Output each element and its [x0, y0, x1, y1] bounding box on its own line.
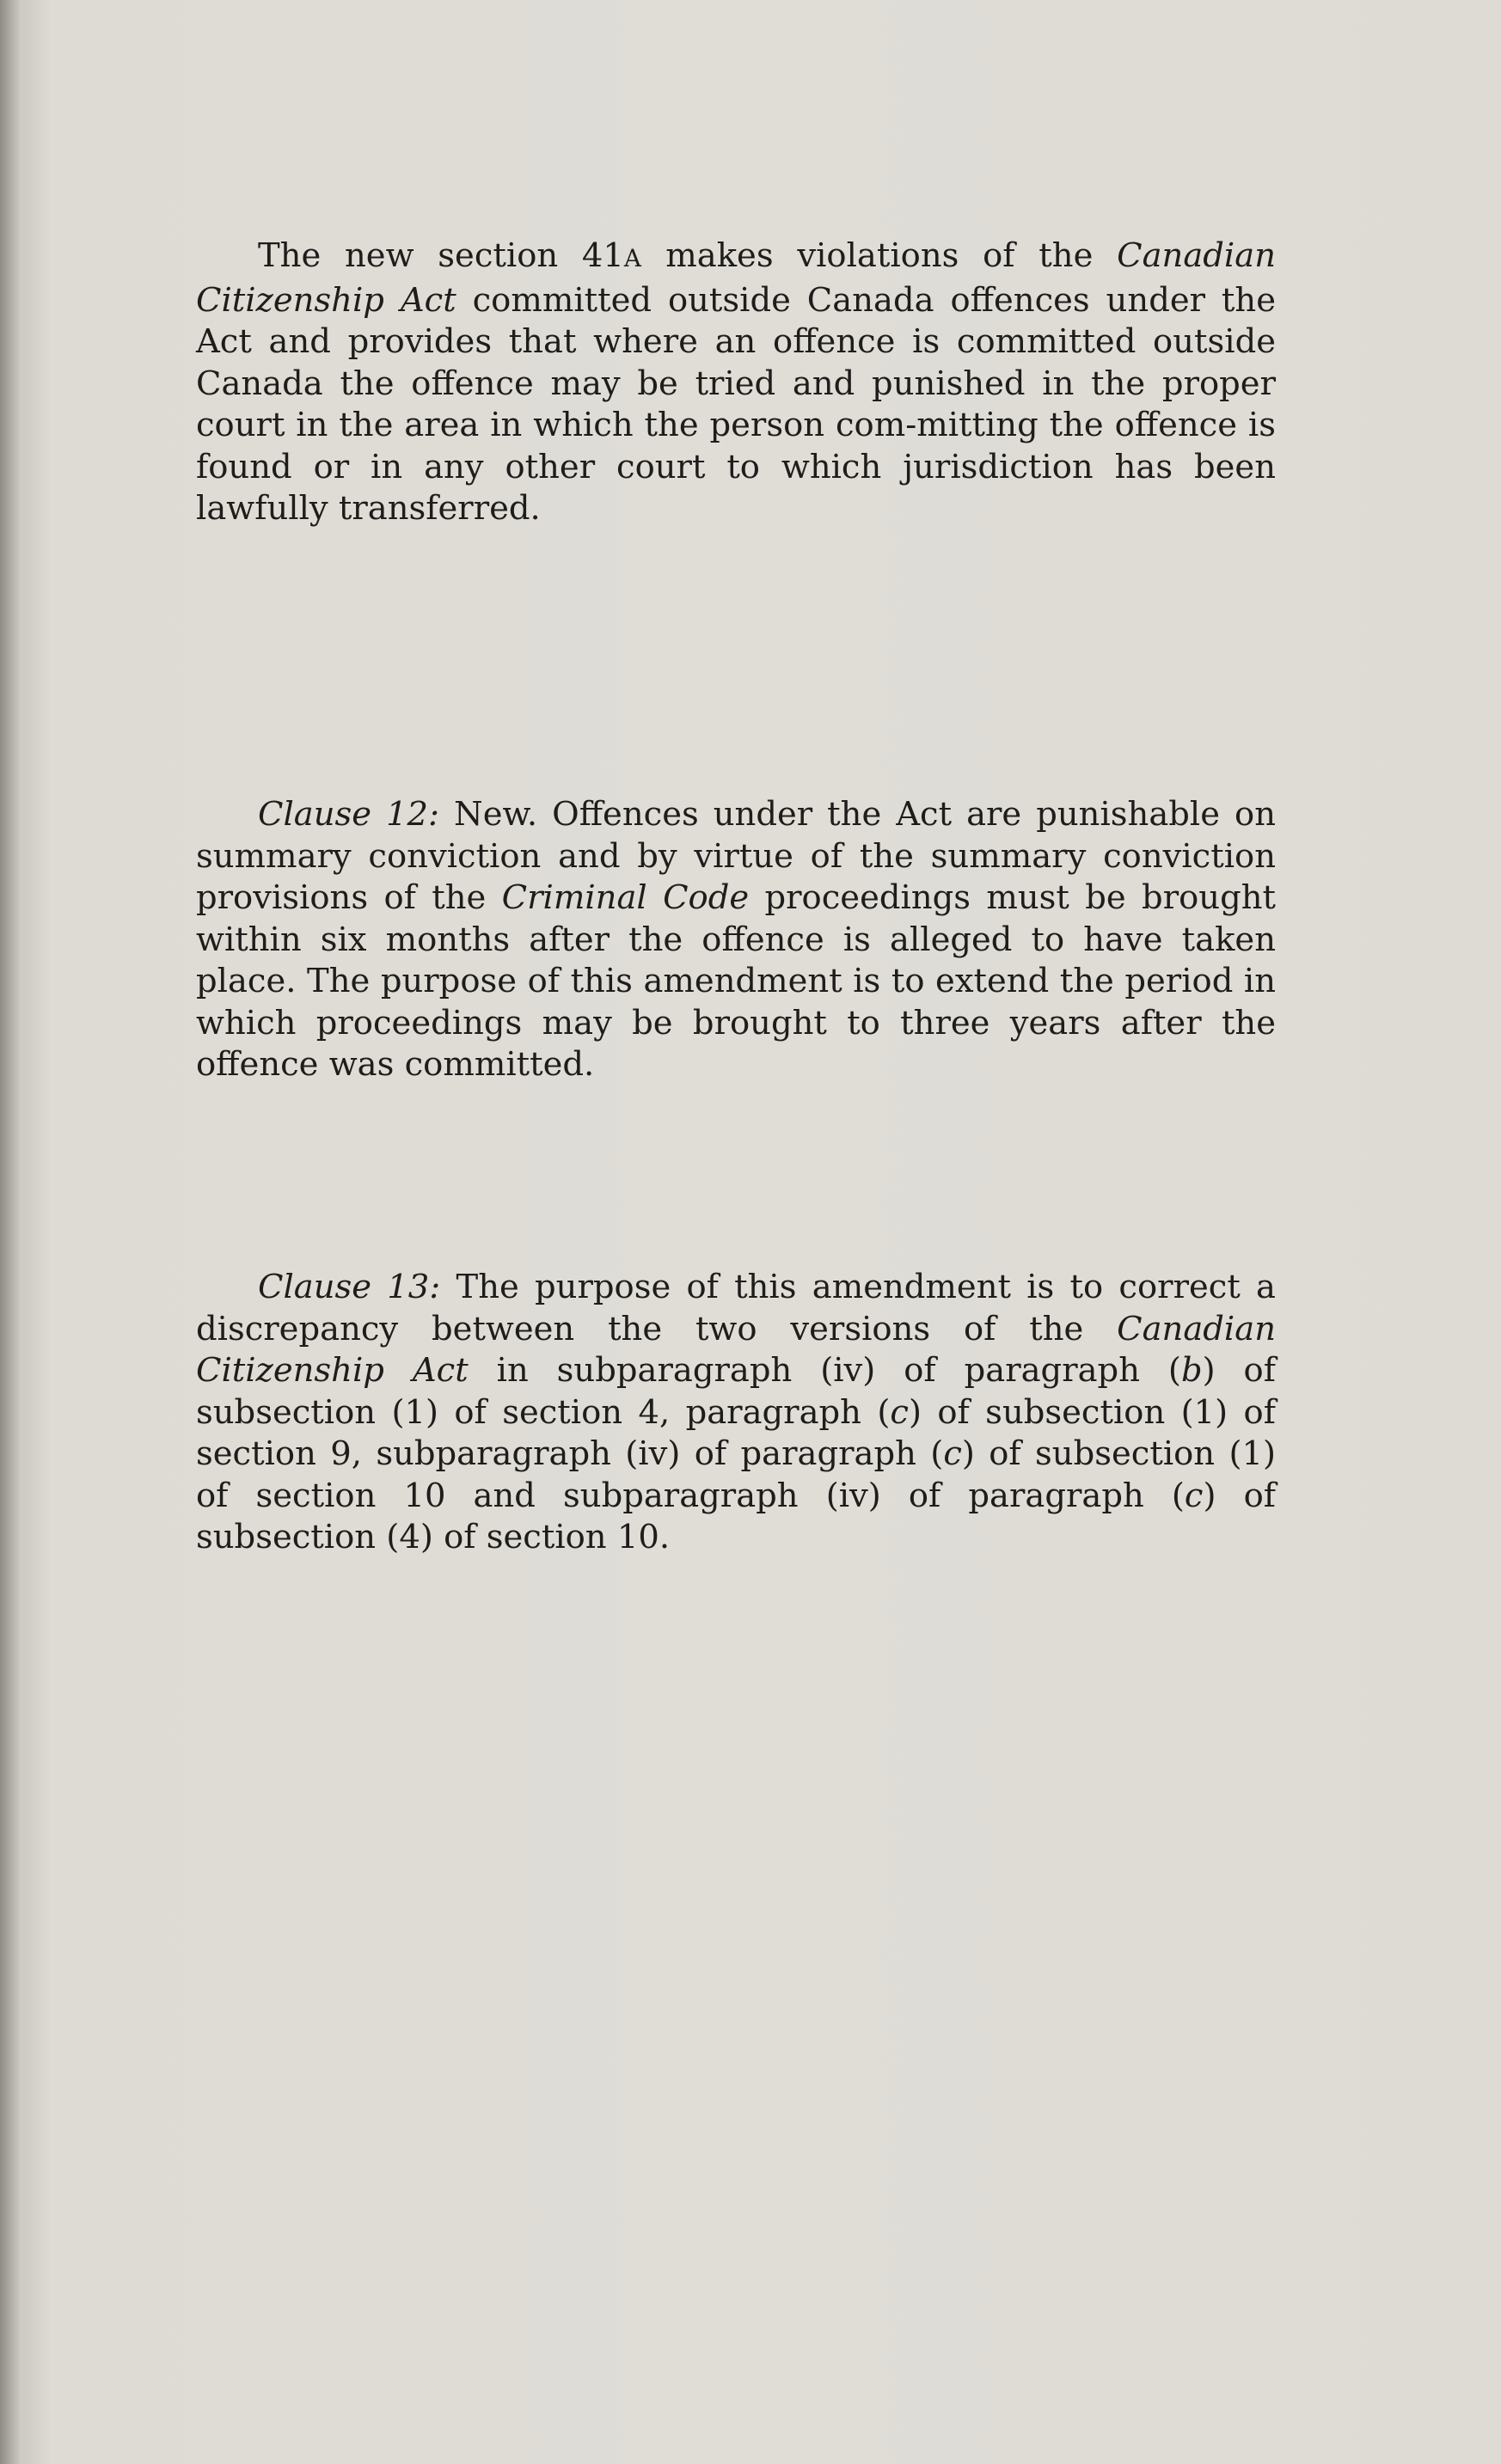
- text-run: New. Offences under the Act are punishable on summary conviction and by virtue of the summary conviction provisions of the: [196, 795, 1276, 917]
- act-title-italic: Canadian Citizenship Act: [196, 1309, 1276, 1390]
- italic-letter: c: [1184, 1476, 1204, 1515]
- text-run: proceedings must be brought within six months after the offence is alleged to have taken place. The purpose of this amendment is to extend the period in which proceedings may be brought to three years after the offence was committed.: [196, 878, 1276, 1084]
- paragraph-clause-12: [196, 794, 1276, 1086]
- text-run: in subparagraph (iv) of paragraph (: [468, 1351, 1181, 1390]
- text-run: makes violations of the: [641, 236, 1118, 275]
- text-run: ) of subsection (1) of section 9, subparagraph (iv) of paragraph (: [196, 1392, 1276, 1473]
- paragraph-section-41a-text: [196, 235, 1276, 530]
- text-run: The purpose of this amendment is to correct a discrepancy between the two versions of the: [196, 1268, 1277, 1348]
- clause-label: Clause 13:: [258, 1268, 441, 1306]
- text-run: ) of subsection (4) of section 10.: [196, 1476, 1277, 1556]
- text-run: committed outside Canada offences under the Act and provides that where an offence is committed outside Canada the offence may be tried and punished in the proper court in the area in which the person com-mitting the offence is found or in any other court to which jurisdiction has been lawfully transferred.: [196, 280, 1276, 528]
- text-run: The new section 41: [258, 236, 624, 275]
- act-title-italic: Criminal Code: [501, 878, 750, 917]
- italic-letter: b: [1180, 1351, 1203, 1390]
- act-title-italic: Canadian Citizenship Act: [196, 236, 1276, 320]
- paragraph-clause-13: [196, 1267, 1276, 1559]
- italic-letter: c: [943, 1434, 962, 1473]
- italic-letter: c: [890, 1392, 909, 1432]
- clause-label: Clause 12:: [258, 795, 440, 834]
- page-spine-shadow: [0, 0, 22, 2464]
- paragraph-clause-13-text: [196, 1267, 1276, 1559]
- paragraph-section-41a: [196, 235, 1276, 530]
- text-run: ) of subsection (1) of section 10 and subparagraph (iv) of paragraph (: [196, 1434, 1276, 1515]
- text-run: ) of subsection (1) of section 4, paragraph (: [196, 1351, 1276, 1432]
- paragraph-clause-12-text: [196, 794, 1276, 1086]
- small-caps-run: A: [623, 244, 642, 272]
